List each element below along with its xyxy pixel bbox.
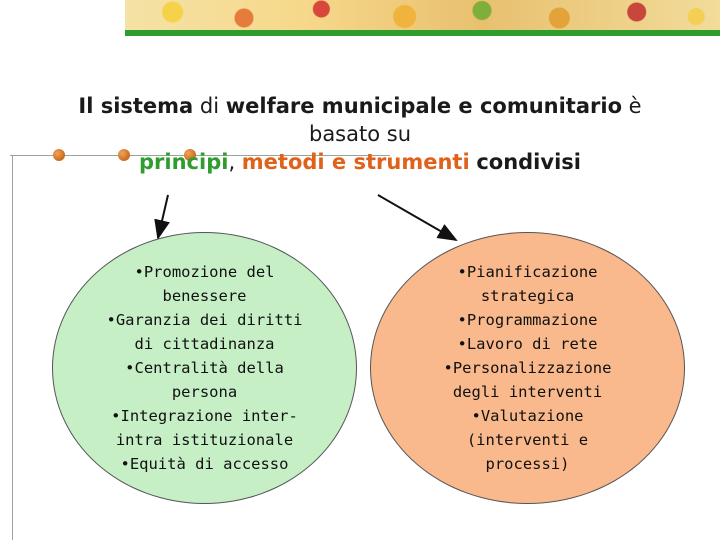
list-item: •Lavoro di rete (457, 335, 598, 353)
title-text-sistema: Il sistema (78, 94, 194, 118)
list-item: •Valutazione (interventi e processi) (466, 407, 589, 473)
list-item: •Personalizzazione degli interventi (443, 359, 612, 401)
arrow-to-principles (158, 195, 168, 238)
list-item: •Pianificazione strategica (457, 263, 598, 305)
list-item: •Garanzia dei diritti di cittadinanza (106, 311, 303, 353)
title-text-welfare: welfare municipale e comunitario (225, 94, 622, 118)
title-text-condivisi: condivisi (476, 150, 581, 174)
list-item: •Integrazione inter-intra istituzionale (111, 407, 298, 449)
list-item: •Programmazione (457, 311, 598, 329)
list-item: •Promozione del benessere (134, 263, 275, 305)
methods-circle (370, 232, 685, 504)
title-text-comma: , (228, 150, 242, 174)
title-text-metodi: metodi e strumenti (241, 150, 470, 174)
title-text-di: di (193, 94, 226, 118)
arrow-to-methods (378, 195, 456, 240)
title-line-2: basato su (308, 122, 412, 146)
list-item: •Equità di accesso (120, 455, 289, 473)
methods-list (428, 260, 628, 476)
principles-circle (52, 232, 357, 504)
list-item: •Centralità della persona (125, 359, 284, 401)
title-text-principi: principi (139, 150, 229, 174)
principles-list (102, 260, 307, 476)
title-text-e: è (622, 94, 642, 118)
